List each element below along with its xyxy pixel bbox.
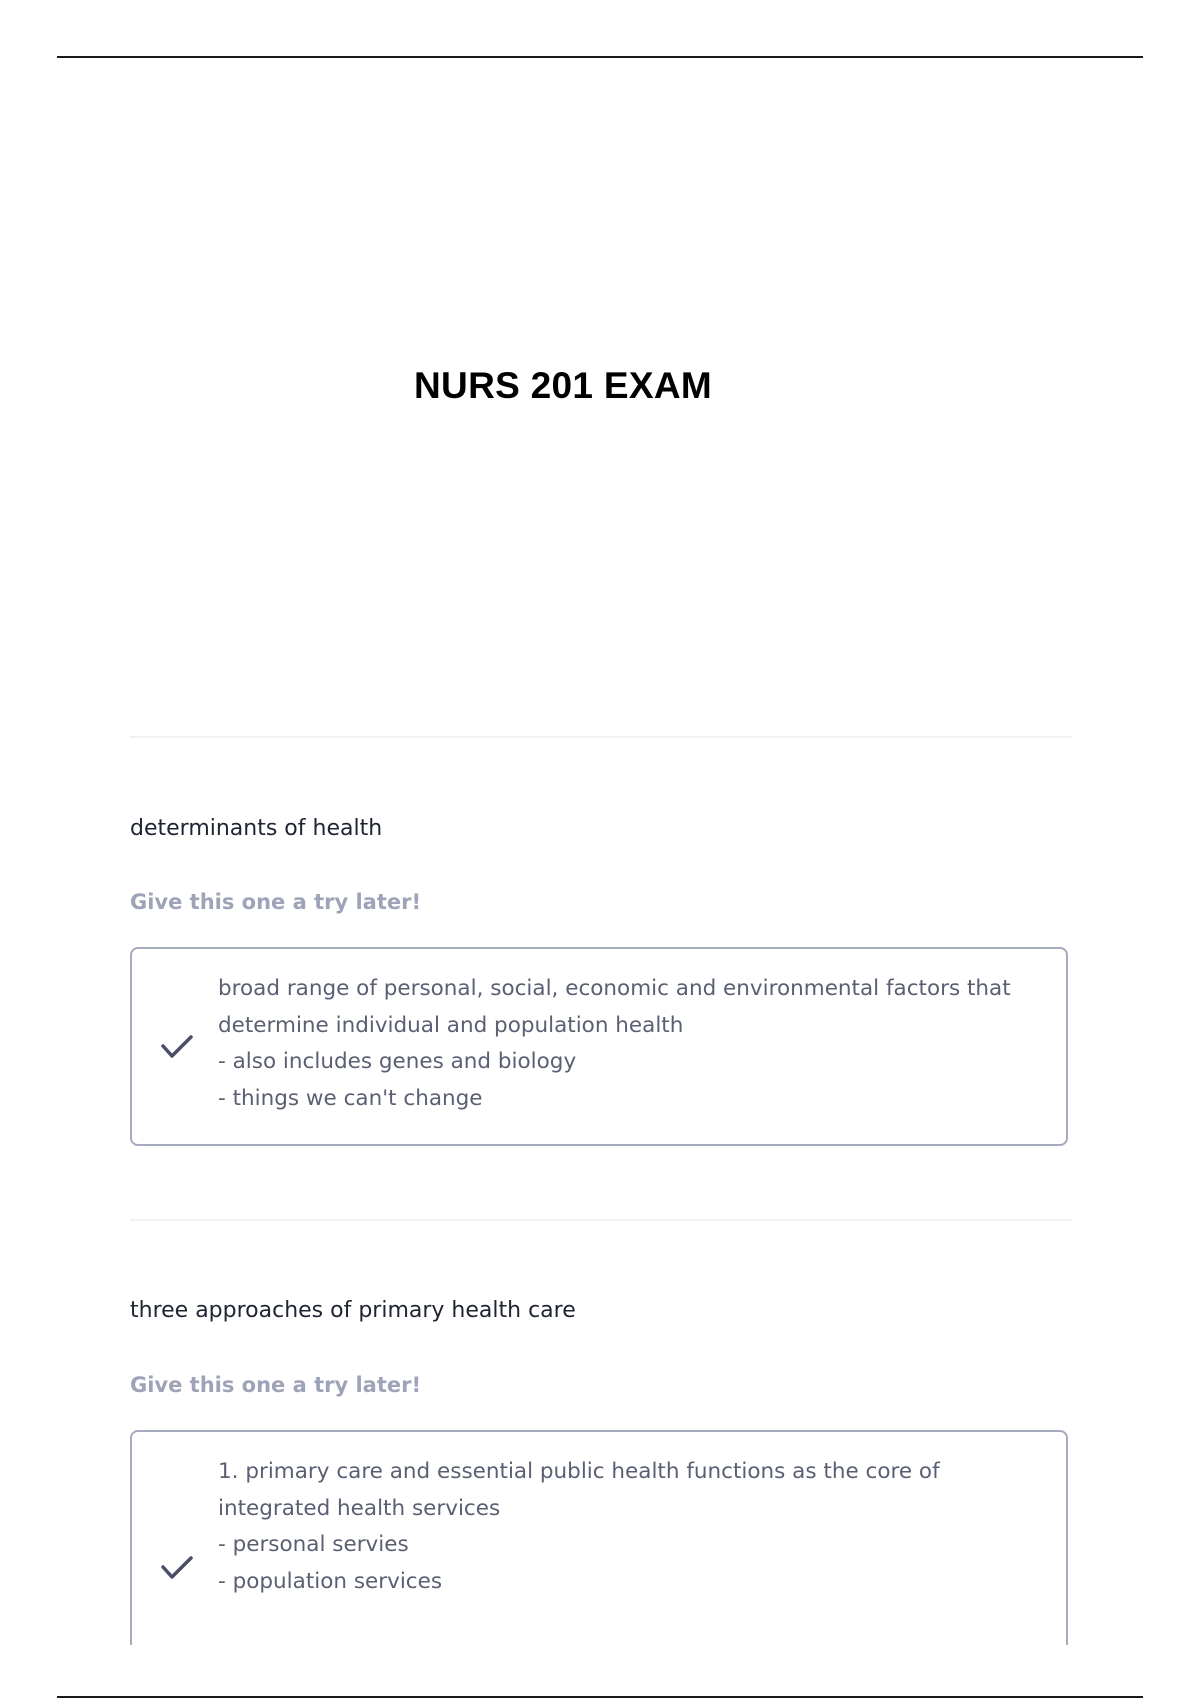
answer-text — [218, 1454, 1036, 1600]
answer-line: broad range of personal, social, economic and environmental factors that — [218, 976, 1011, 1001]
card-divider — [130, 1219, 1072, 1221]
card-divider — [130, 736, 1072, 738]
checkmark-icon — [160, 1033, 194, 1061]
answer-line: - also includes genes and biology — [218, 1049, 577, 1074]
answer-text — [218, 971, 1036, 1117]
answer-line: - things we can't change — [218, 1085, 483, 1111]
checkmark-icon — [160, 1554, 194, 1582]
page-title: NURS 201 EXAM — [414, 365, 712, 406]
answer-box — [130, 947, 1068, 1146]
answer-line: determine individual and population health — [218, 1012, 684, 1038]
try-later-link[interactable]: Give this one a try later! — [130, 1373, 422, 1397]
try-later-link[interactable]: Give this one a try later! — [130, 890, 422, 914]
answer-line: - personal servies — [218, 1532, 409, 1557]
page-bottom-rule — [57, 1696, 1143, 1698]
answer-box — [130, 1430, 1068, 1645]
card-term: three approaches of primary health care — [130, 1298, 576, 1323]
answer-line: 1. primary care and essential public health functions as the core of — [218, 1459, 940, 1484]
card-term: determinants of health — [130, 816, 383, 841]
answer-line: integrated health services — [218, 1495, 501, 1521]
page-top-rule — [57, 56, 1143, 58]
answer-line: - population services — [218, 1568, 443, 1594]
